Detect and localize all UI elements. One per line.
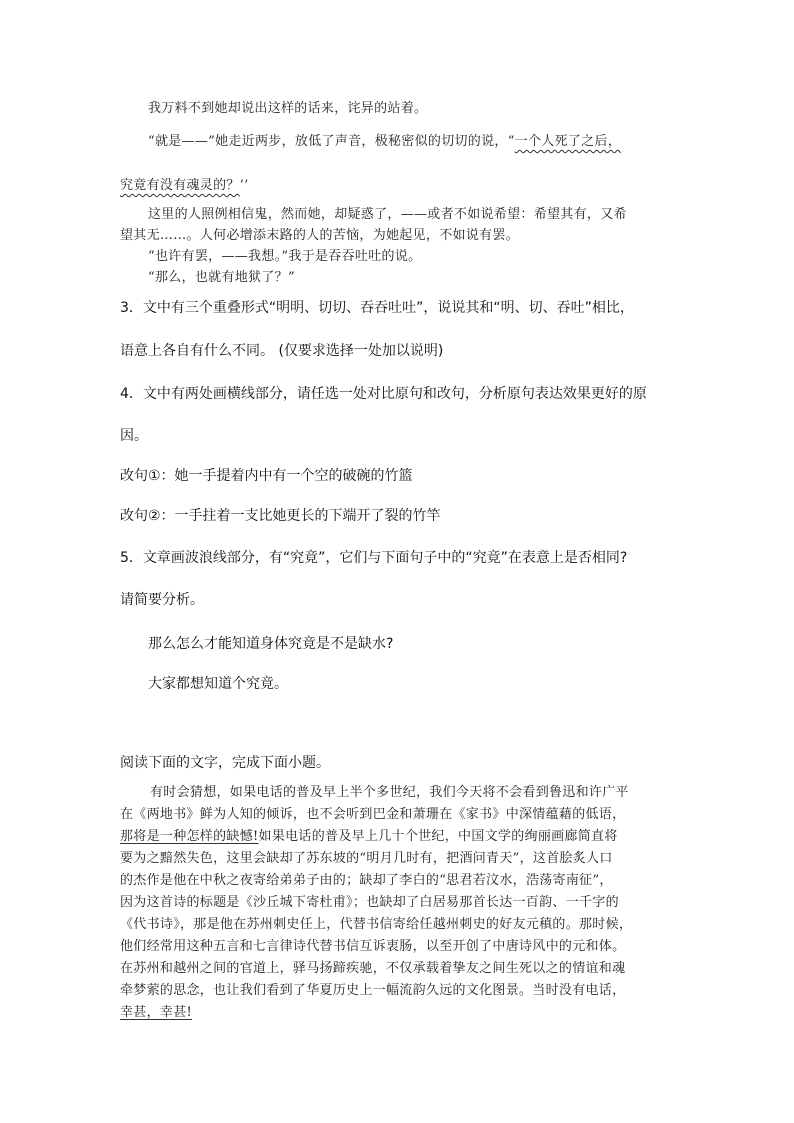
story-line-2 [148, 130, 621, 149]
underlined-phrase-end: 幸甚，幸甚! [120, 1005, 193, 1020]
story-line-3 [120, 174, 249, 193]
question-5-line-2: 请简要分析。 [120, 592, 204, 608]
passage-line-5: 的杰作是他在中秋之夜寄给弟弟子由的；缺却了李白的“思君若汶水，浩荡寄南征”， [120, 873, 613, 888]
question-4-line-2: 因。 [120, 428, 148, 444]
passage-line-10: 牵梦萦的思念，也让我们看到了华夏历史上一幅流韵久远的文化图景。当时没有电话， [120, 983, 626, 998]
story-line-5: 望其无……。人何必增添末路的人的苦恼，为她起见，不如说有罢。 [120, 228, 520, 243]
example-sentence-2: 大家都想知道个究竟。 [148, 676, 288, 692]
question-3-line-2: 语意上各自有什么不同。 (仅要求选择一处加以说明) [120, 343, 444, 359]
revised-sentence-2: 改句②：一手拄着一支比她更长的下端开了裂的竹竿 [120, 508, 441, 524]
question-4-line-1: 4．文中有两处画横线部分，请任选一处对比原句和改句，分析原句表达效果更好的原 [120, 386, 647, 402]
reading-intro: 阅读下面的文字，完成下面小题。 [120, 755, 330, 771]
passage-line-3 [120, 825, 618, 844]
passage-line-11 [120, 1001, 192, 1020]
passage-line-4: 要为之黯然失色，这里会缺却了苏东坡的“明月几时有，把酒问青天”，这首脍炙人口 [120, 851, 613, 866]
question-5-line-1: 5．文章画波浪线部分，有“究竟”，它们与下面句子中的“究竟”在表意上是否相同? [120, 550, 628, 566]
story-wavy-phrase-1: 一个人死了之后， [514, 134, 622, 149]
passage-line-8: 他们经常用这种五言和七言律诗代替书信互诉衷肠，以至开创了中唐诗风中的元和体。 [120, 939, 626, 954]
story-line-1: 我万料不到她却说出这样的话来，诧异的站着。 [148, 101, 428, 116]
story-line-2-text: “就是——”她走近两步，放低了声音，极秘密似的切切的说，“ [148, 134, 515, 149]
question-3-line-1: 3．文中有三个重叠形式“明明、切切、吞吞吐吐”，说说其和“明、切、吞吐”相比， [120, 300, 634, 316]
story-line-4: 这里的人照例相信鬼，然而她，却疑惑了，——或者不如说希望：希望其有，又希 [148, 207, 627, 222]
example-sentence-1: 那么怎么才能知道身体究竟是不是缺水? [148, 636, 394, 652]
story-line-3-quote: ’’ [239, 178, 249, 193]
story-line-6: “也许有罢，——我想。”我于是吞吞吐吐的说。 [148, 249, 422, 264]
story-wavy-phrase-2: 究竟有没有魂灵的？ [120, 178, 240, 193]
passage-line-1: 有时会猜想，如果电话的普及早上半个多世纪，我们今天将不会看到鲁迅和许广平 [150, 785, 629, 800]
passage-line-7: 《代书诗》，那是他在苏州刺史任上，代替书信寄给任越州刺史的好友元稹的。那时候， [120, 917, 633, 932]
passage-line-9: 在苏州和越州之间的官道上，驿马扬蹄疾驰，不仅承载着挚友之间生死以之的情谊和魂 [120, 961, 626, 976]
revised-sentence-1: 改句①：她一手提着内中有一个空的破碗的竹篮 [120, 468, 413, 484]
passage-line-2: 在《两地书》鲜为人知的倾诉，也不会听到巴金和萧珊在《家书》中深情蕴藉的低语， [120, 807, 626, 822]
underlined-sentence: 那将是一种怎样的缺憾! [120, 829, 259, 844]
passage-line-3-rest: 如果电话的普及早上几十个世纪，中国文学的绚丽画廊简直将 [258, 829, 618, 844]
passage-line-6: 因为这首诗的标题是《沙丘城下寄杜甫》；也缺却了白居易那首长达一百韵、一千字的 [120, 895, 619, 910]
story-line-7: “那么，也就有地狱了？” [148, 270, 295, 285]
